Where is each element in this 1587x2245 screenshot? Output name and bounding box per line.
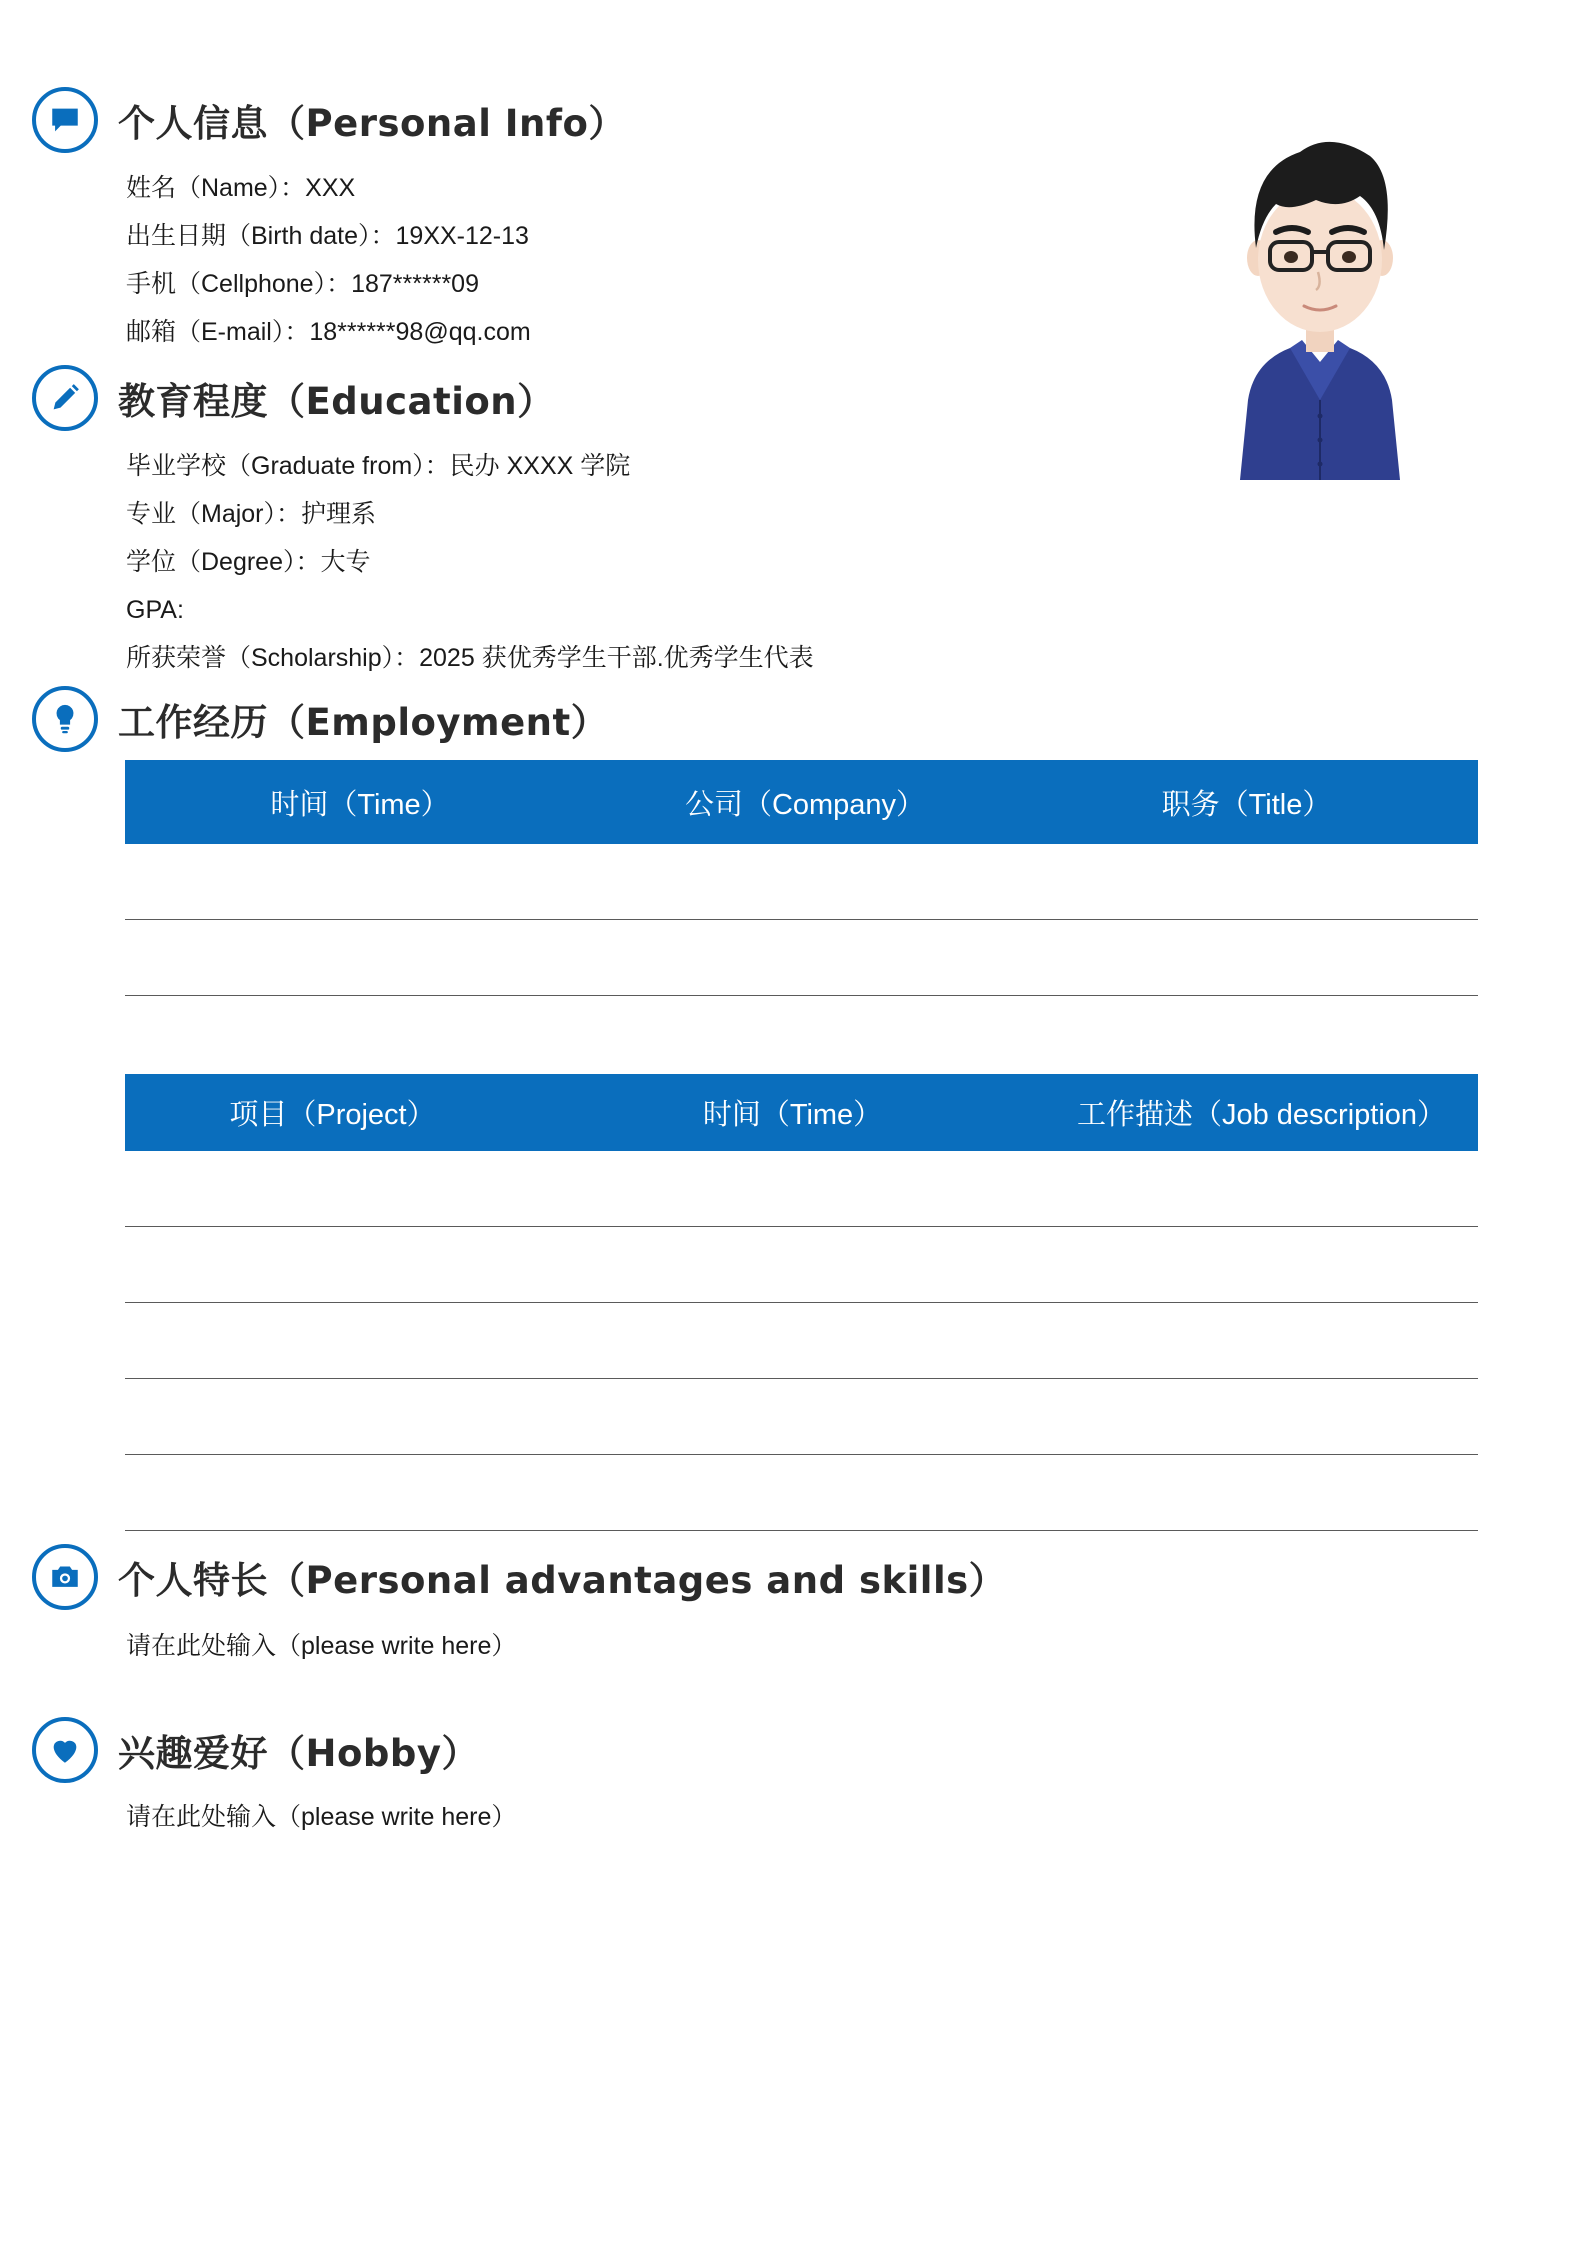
hobby-text[interactable]: 请在此处输入（please write here） xyxy=(126,1803,517,1831)
pencil-icon xyxy=(32,365,98,431)
section-education xyxy=(32,360,555,436)
project-table-header xyxy=(125,1074,1478,1151)
personal-info-lines xyxy=(126,164,531,356)
name-line: 姓名（Name）：XXX xyxy=(126,174,356,202)
employment-table-header xyxy=(125,760,1478,844)
lightbulb-icon xyxy=(32,686,98,752)
heart-icon xyxy=(32,1717,98,1783)
col-job-description: 工作描述（Job description） xyxy=(1076,1099,1447,1131)
section-title: 兴趣爱好（Hobby） xyxy=(118,1732,479,1775)
section-personal-info xyxy=(32,82,626,158)
section-title: 个人特长（Personal advantages and skills） xyxy=(118,1559,1007,1602)
section-hobby xyxy=(32,1712,479,1788)
table-row[interactable] xyxy=(125,1227,1478,1303)
major-line: 专业（Major）：护理系 xyxy=(126,500,377,528)
degree-line: 学位（Degree）：大专 xyxy=(126,548,371,576)
education-lines xyxy=(126,442,814,682)
chat-bubble-icon xyxy=(32,87,98,153)
graduate-from-line: 毕业学校（Graduate from）：民办 XXXX 学院 xyxy=(126,452,631,480)
section-title: 工作经历（Employment） xyxy=(118,701,609,744)
section-title: 教育程度（Education） xyxy=(118,380,555,423)
avatar xyxy=(1220,100,1420,480)
section-title: 个人信息（Personal Info） xyxy=(118,102,626,145)
birthdate-line: 出生日期（Birth date）：19XX-12-13 xyxy=(126,222,529,250)
email-line: 邮箱（E-mail）：18******98@qq.com xyxy=(126,318,531,346)
col-time: 时间（Time） xyxy=(702,1099,883,1131)
skills-text[interactable]: 请在此处输入（please write here） xyxy=(126,1632,517,1660)
gpa-line: GPA: xyxy=(126,596,184,624)
table-row[interactable] xyxy=(125,1303,1478,1379)
section-employment xyxy=(32,681,608,757)
scholarship-line: 所获荣誉（Scholarship）：2025 获优秀学生干部.优秀学生代表 xyxy=(126,644,814,672)
employment-table xyxy=(125,760,1478,996)
table-row[interactable] xyxy=(125,920,1478,996)
project-table xyxy=(125,1074,1478,1531)
table-row[interactable] xyxy=(125,1151,1478,1227)
col-title: 职务（Title） xyxy=(1161,788,1332,821)
cellphone-line: 手机（Cellphone）：187******09 xyxy=(126,270,479,298)
table-row[interactable] xyxy=(125,1379,1478,1455)
col-project: 项目（Project） xyxy=(229,1099,436,1131)
table-row[interactable] xyxy=(125,1455,1478,1531)
table-row[interactable] xyxy=(125,844,1478,920)
camera-icon xyxy=(32,1544,98,1610)
col-time: 时间（Time） xyxy=(270,788,450,821)
col-company: 公司（Company） xyxy=(684,788,926,821)
section-skills xyxy=(32,1539,1006,1615)
